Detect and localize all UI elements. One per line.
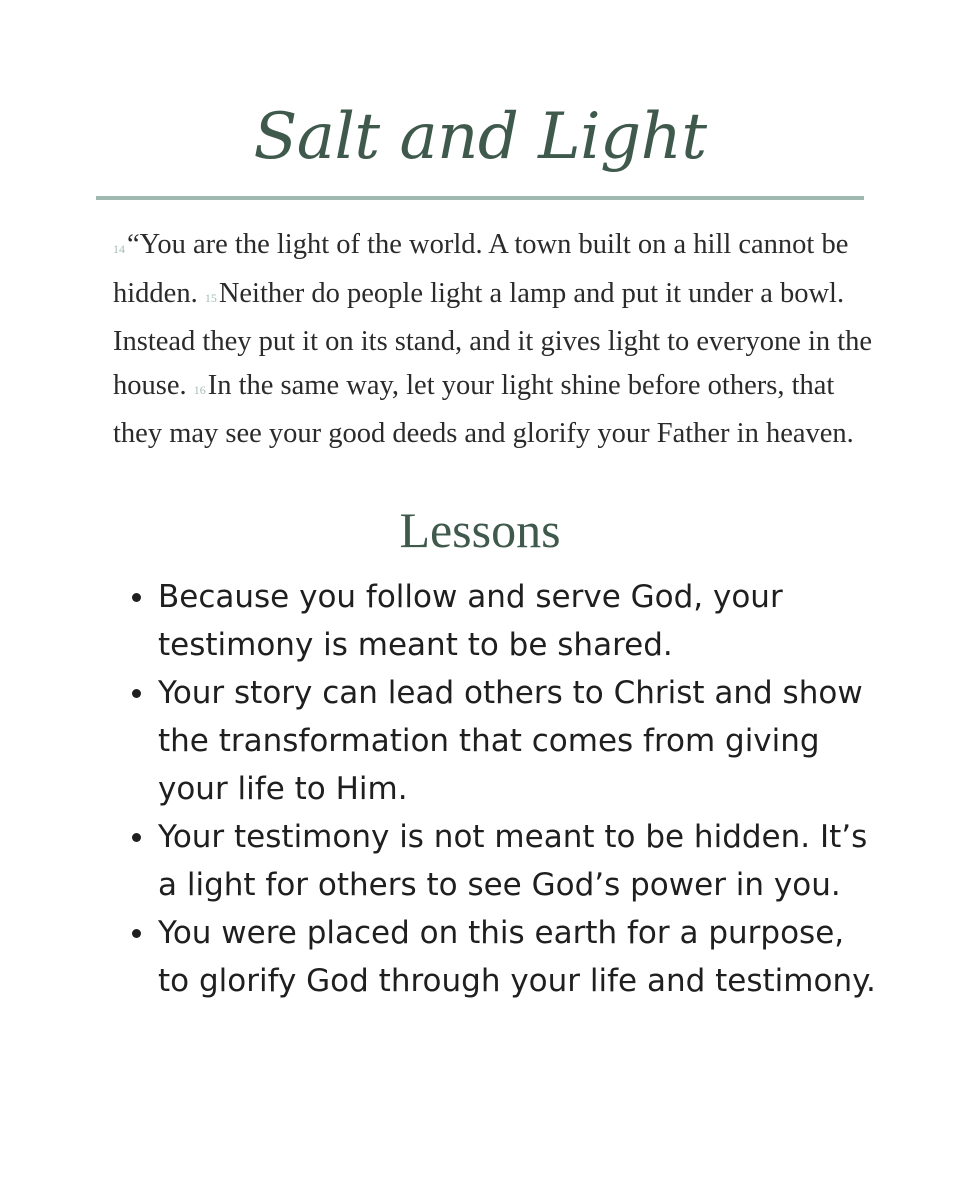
title-divider xyxy=(96,196,864,200)
lesson-text: Your story can lead others to Christ and show the transformation that comes from giving your life to Him. xyxy=(158,675,863,807)
list-item xyxy=(158,909,878,1005)
bullet-icon xyxy=(132,929,141,938)
bullet-icon xyxy=(132,593,141,602)
verse-number: 15 xyxy=(204,290,217,305)
bullet-icon xyxy=(132,833,141,842)
verse-text: In the same way, let your light shine before others, that they may see your good deeds and glorify your Father in heaven. xyxy=(113,369,854,449)
lesson-text: Your testimony is not meant to be hidden. It’s a light for others to see God’s power in you. xyxy=(158,819,868,903)
verse-text: Neither do people light a lamp and put it under a bowl. Instead they put it on its stand, and it gives light to everyone in the house. xyxy=(113,277,873,401)
bullet-icon xyxy=(132,689,141,698)
verse-number: 14 xyxy=(113,242,125,256)
lessons-list xyxy=(158,573,878,1005)
lessons-heading: Lessons xyxy=(399,502,561,558)
page-title: Salt and Light xyxy=(253,100,707,174)
list-item xyxy=(158,573,878,669)
lesson-text: Because you follow and serve God, your testimony is meant to be shared. xyxy=(158,579,783,663)
verse-text: “You are the light of the world. A town built on a hill cannot be hidden. xyxy=(113,229,849,309)
verse-number: 16 xyxy=(193,382,206,397)
list-item xyxy=(158,813,878,909)
lesson-text: You were placed on this earth for a purpose, to glorify God through your life and testimony. xyxy=(158,915,876,999)
verse-16 xyxy=(113,370,854,450)
scripture-passage xyxy=(113,223,883,456)
list-item xyxy=(158,669,878,813)
